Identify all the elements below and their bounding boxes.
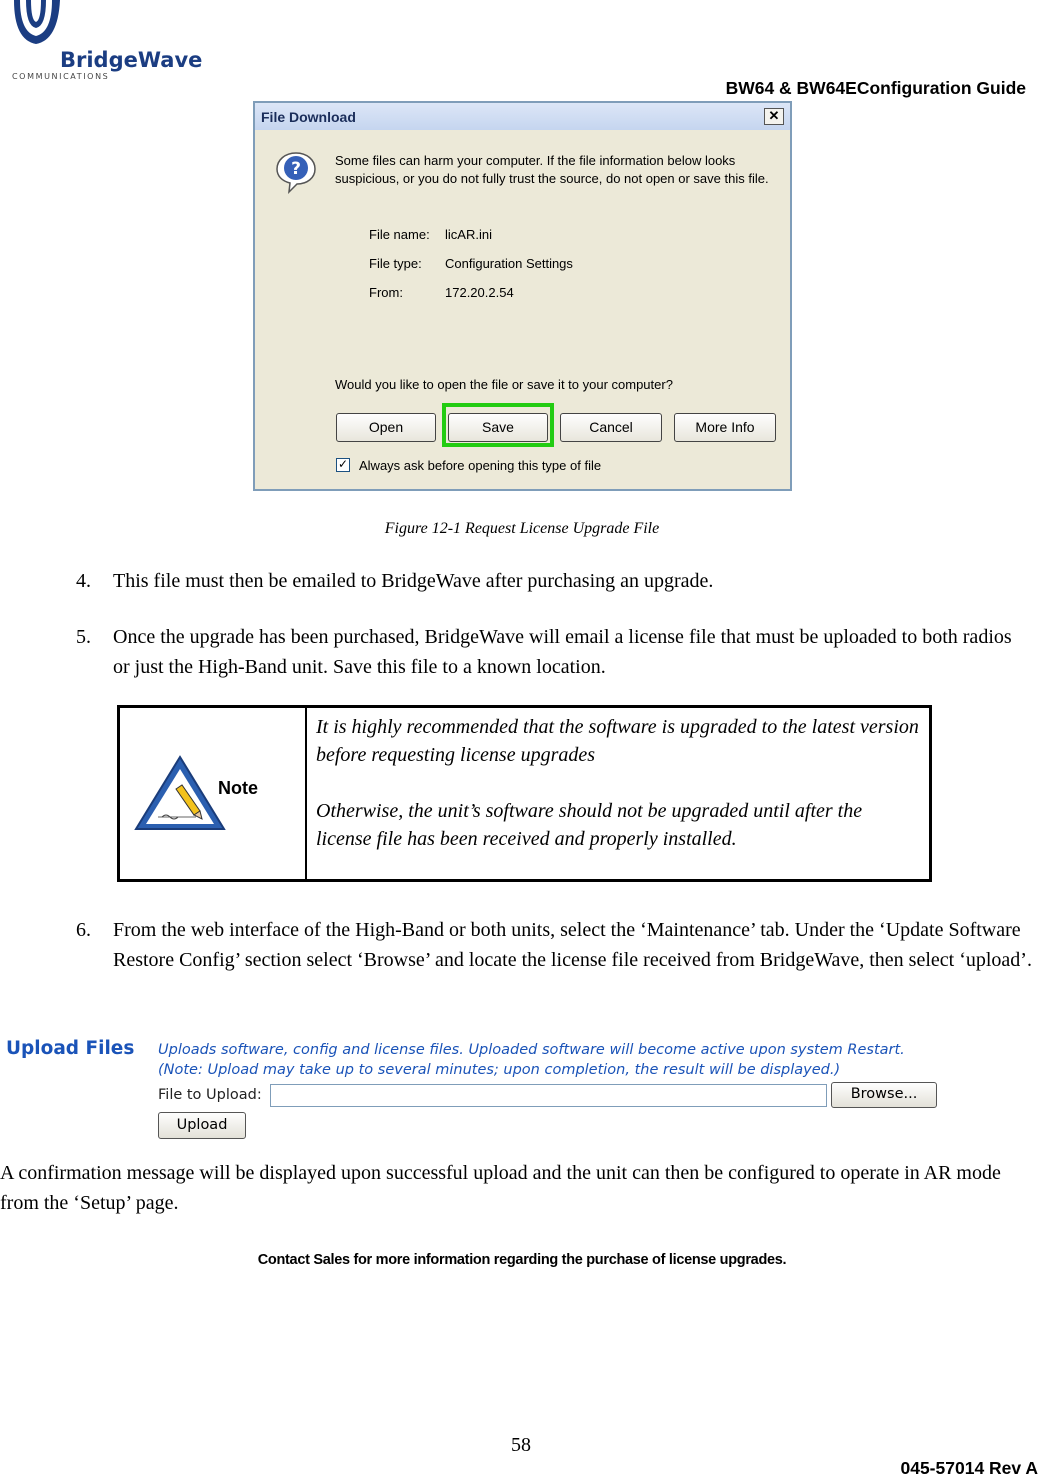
- file-to-upload-label: File to Upload:: [158, 1087, 262, 1103]
- upload-files-panel: [0, 1030, 1044, 1142]
- list-number: 5.: [76, 626, 91, 648]
- more-info-button[interactable]: More Info: [674, 413, 776, 442]
- browse-button[interactable]: Browse...: [831, 1082, 937, 1108]
- logo-subtitle: COMMUNICATIONS: [12, 72, 110, 81]
- note-line-2: Otherwise, the unit’s software should not be upgraded until after the license file has been received and properly installed.: [316, 800, 863, 850]
- info-value: 172.20.2.54: [445, 285, 514, 300]
- save-button[interactable]: Save: [448, 413, 548, 442]
- info-key: File type:: [369, 256, 422, 271]
- dialog-warning-text: Some files can harm your computer. If the file information below looks suspicious, or you do not fully trust the source, do not open or save this file.: [335, 153, 769, 186]
- document-title: BW64 & BW64EConfiguration Guide: [725, 78, 1026, 98]
- upload-description-line-1: Uploads software, config and license files. Uploaded software will become active upon system Restart.: [158, 1042, 905, 1058]
- info-value: Configuration Settings: [445, 256, 573, 271]
- upload-button[interactable]: Upload: [158, 1112, 246, 1139]
- always-ask-label[interactable]: Always ask before opening this type of file: [359, 458, 602, 473]
- upload-description-line-2: (Note: Upload may take up to several minutes; upon completion, the result will be displayed.): [158, 1062, 841, 1078]
- pencil-warning-icon: [132, 753, 228, 833]
- dialog-question: Would you like to open the file or save it to your computer?: [335, 377, 673, 392]
- note-line-1: It is highly recommended that the software is upgraded to the latest version before requesting license upgrades: [316, 716, 919, 766]
- file-to-upload-input[interactable]: [270, 1084, 827, 1107]
- close-icon[interactable]: ✕: [764, 108, 784, 125]
- note-divider: [305, 708, 307, 879]
- confirmation-paragraph: A confirmation message will be displayed upon successful upload and the unit can then be configured to operate in AR mode from the ‘Setup’ page.: [0, 1162, 1001, 1214]
- list-text: This file must then be emailed to BridgeWave after purchasing an upgrade.: [113, 570, 714, 592]
- note-box: [117, 705, 932, 882]
- bridgewave-logo-mark: [12, 0, 62, 48]
- note-label: Note: [218, 778, 258, 798]
- list-text: Once the upgrade has been purchased, BridgeWave will email a license file that must be uploaded to both radios or just the High-Band unit. Save this file to a known location.: [113, 626, 1012, 678]
- list-number: 4.: [76, 570, 91, 592]
- list-number: 6.: [76, 919, 91, 941]
- list-text: From the web interface of the High-Band or both units, select the ‘Maintenance’ tab. Under the ‘Update Software Restore Config’ section select ‘Browse’ and locate the license file received from BridgeWave, then select ‘upload’.: [113, 919, 1032, 971]
- always-ask-checkbox[interactable]: ✓: [337, 457, 349, 471]
- page-number: 58: [511, 1434, 531, 1456]
- document-revision: 045-57014 Rev A: [900, 1458, 1038, 1478]
- open-button[interactable]: Open: [336, 413, 436, 442]
- file-download-dialog: [253, 101, 792, 491]
- cancel-button[interactable]: Cancel: [560, 413, 662, 442]
- info-key: File name:: [369, 227, 430, 242]
- logo-name: BridgeWave: [60, 48, 203, 72]
- contact-sales-note: Contact Sales for more information regarding the purchase of license upgrades.: [257, 1252, 787, 1268]
- info-key: From:: [369, 285, 403, 300]
- info-value: licAR.ini: [445, 227, 492, 242]
- dialog-title: File Download: [261, 109, 356, 125]
- question-icon: [273, 149, 319, 195]
- note-text: [316, 713, 921, 853]
- upload-files-title: Upload Files: [6, 1038, 135, 1059]
- dialog-titlebar[interactable]: [255, 103, 790, 130]
- svg-text:?: ?: [291, 159, 301, 179]
- figure-caption: Figure 12-1 Request License Upgrade File: [384, 520, 660, 537]
- upload-description: [158, 1040, 1018, 1080]
